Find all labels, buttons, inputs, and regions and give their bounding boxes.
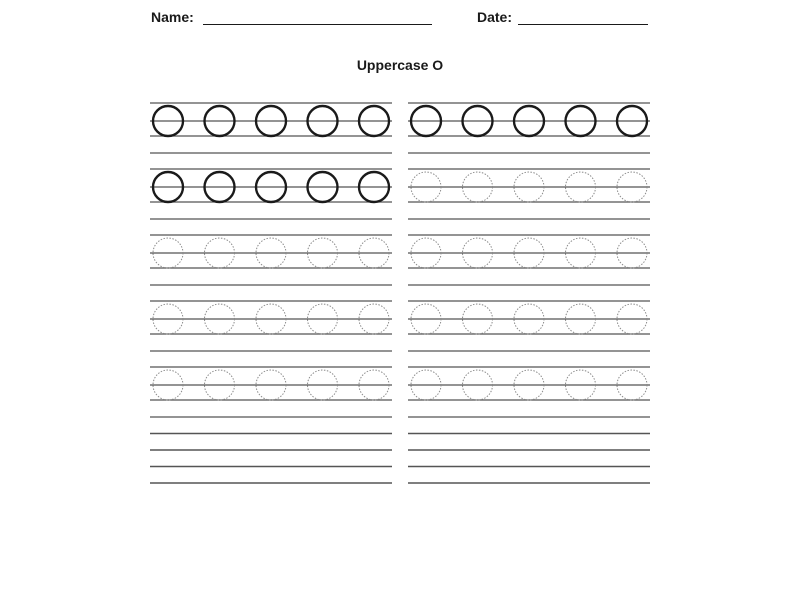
date-label: Date:: [477, 9, 513, 25]
name-label: Name:: [151, 9, 194, 25]
worksheet-title: Uppercase O: [356, 57, 444, 73]
